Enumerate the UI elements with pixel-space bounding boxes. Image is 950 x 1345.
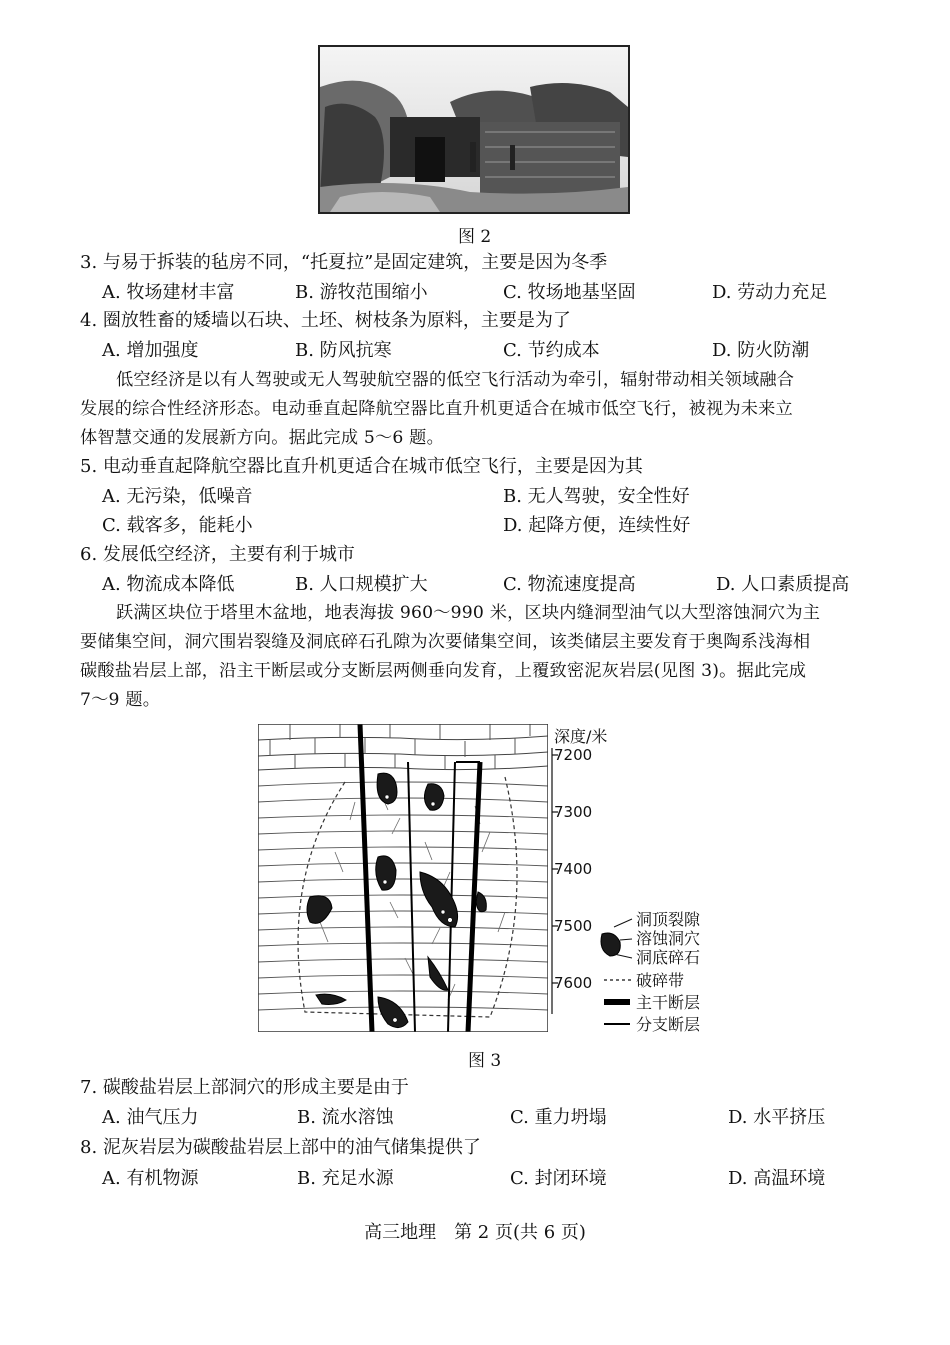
q5-option-b: B. 无人驾驶，安全性好 — [503, 486, 690, 507]
legend-cave-top-fracture: 洞顶裂隙 — [636, 910, 701, 929]
q8-option-c: C. 封闭环境 — [510, 1168, 607, 1189]
figure3-caption: 图 3 — [468, 1051, 502, 1071]
legend-leader-rubble — [614, 954, 632, 958]
figure3-diagram — [250, 722, 720, 1040]
figure2-photo — [318, 45, 630, 214]
passage2-line-2: 发展的综合性经济形态。电动垂直起降航空器比直升机更适合在城市低空飞行，被视为未来立 — [80, 399, 793, 419]
q4-option-d: D. 防火防潮 — [712, 340, 810, 361]
passage3-line-2: 要储集空间，洞穴围岩裂缝及洞底碎石孔隙为次要储集空间，该类储层主要发育于奥陶系浅海相 — [80, 632, 811, 652]
q5-stem: 5. 电动垂直起降航空器比直升机更适合在城市低空飞行，主要是因为其 — [80, 456, 643, 477]
q4-option-a: A. 增加强度 — [102, 340, 199, 361]
figure3-legend — [601, 910, 701, 1034]
q3-stem: 3. 与易于拆装的毡房不同，“托夏拉”是固定建筑，主要是因为冬季 — [80, 252, 608, 273]
depth-axis-title: 深度/米 — [554, 727, 608, 746]
q6-option-a: A. 物流成本降低 — [102, 574, 235, 595]
q6-stem: 6. 发展低空经济，主要有利于城市 — [80, 544, 355, 565]
q3-option-a: A. 牧场建材丰富 — [102, 282, 235, 303]
q4-option-c: C. 节约成本 — [503, 340, 600, 361]
q8-option-d: D. 高温环境 — [728, 1168, 826, 1189]
q3-option-b: B. 游牧范围缩小 — [295, 282, 428, 303]
depth-tick-7500: 7500 — [554, 917, 593, 935]
passage2-line-1: 低空经济是以有人驾驶或无人驾驶航空器的低空飞行活动为牵引，辐射带动相关领域融合 — [116, 370, 795, 390]
legend-branch-fault: 分支断层 — [636, 1015, 701, 1034]
passage3-line-1: 跃满区块位于塔里木盆地，地表海拔 960～990 米，区块内缝洞型油气以大型溶蚀洞穴为主 — [116, 603, 821, 623]
q7-option-c: C. 重力坍塌 — [510, 1107, 607, 1128]
q6-option-c: C. 物流速度提高 — [503, 574, 636, 595]
q7-option-b: B. 流水溶蚀 — [297, 1107, 394, 1128]
passage-yueman-block — [80, 599, 880, 715]
passage3-line-4: 7～9 题。 — [80, 690, 161, 710]
cave-legend-icon — [601, 933, 620, 956]
q6-option-b: B. 人口规模扩大 — [295, 574, 428, 595]
legend-leader-crack — [614, 919, 632, 927]
q3-option-d: D. 劳动力充足 — [712, 282, 828, 303]
q5-option-a: A. 无污染，低噪音 — [102, 486, 253, 507]
q7-option-d: D. 水平挤压 — [728, 1107, 826, 1128]
q4-stem: 4. 圈放牲畜的矮墙以石块、土坯、树枝条为原料，主要是为了 — [80, 310, 571, 331]
legend-fracture-zone: 破碎带 — [636, 971, 685, 990]
q3-option-c: C. 牧场地基坚固 — [503, 282, 636, 303]
q8-option-a: A. 有机物源 — [102, 1168, 199, 1189]
depth-tick-7300: 7300 — [554, 803, 593, 821]
q7-stem: 7. 碳酸盐岩层上部洞穴的形成主要是由于 — [80, 1077, 409, 1098]
depth-tick-7600: 7600 — [554, 974, 593, 992]
legend-cave-bottom-rubble: 洞底碎石 — [636, 948, 701, 967]
q8-option-b: B. 充足水源 — [297, 1168, 394, 1189]
q8-stem: 8. 泥灰岩层为碳酸盐岩层上部中的油气储集提供了 — [80, 1137, 481, 1158]
depth-tick-7400: 7400 — [554, 860, 593, 878]
passage3-line-3: 碳酸盐岩层上部，沿主干断层或分支断层两侧垂向发育，上覆致密泥灰岩层(见图 3)。据此完成 — [80, 661, 807, 681]
figure2-caption: 图 2 — [458, 227, 492, 247]
passage-low-altitude-economy — [80, 366, 880, 453]
q4-option-b: B. 防风抗寒 — [295, 340, 392, 361]
q6-option-d: D. 人口素质提高 — [716, 574, 850, 595]
legend-dissolution-cave: 溶蚀洞穴 — [636, 929, 701, 948]
depth-tick-7200: 7200 — [554, 746, 593, 764]
legend-main-fault: 主干断层 — [636, 993, 701, 1012]
q7-option-a: A. 油气压力 — [102, 1107, 199, 1128]
page-footer: 高三地理 第 2 页(共 6 页) — [364, 1222, 586, 1243]
passage2-line-3: 体智慧交通的发展新方向。据此完成 5～6 题。 — [80, 428, 444, 448]
legend-leader-cave — [620, 939, 632, 940]
q5-option-c: C. 载客多，能耗小 — [102, 515, 253, 536]
q5-option-d: D. 起降方便，连续性好 — [503, 515, 691, 536]
